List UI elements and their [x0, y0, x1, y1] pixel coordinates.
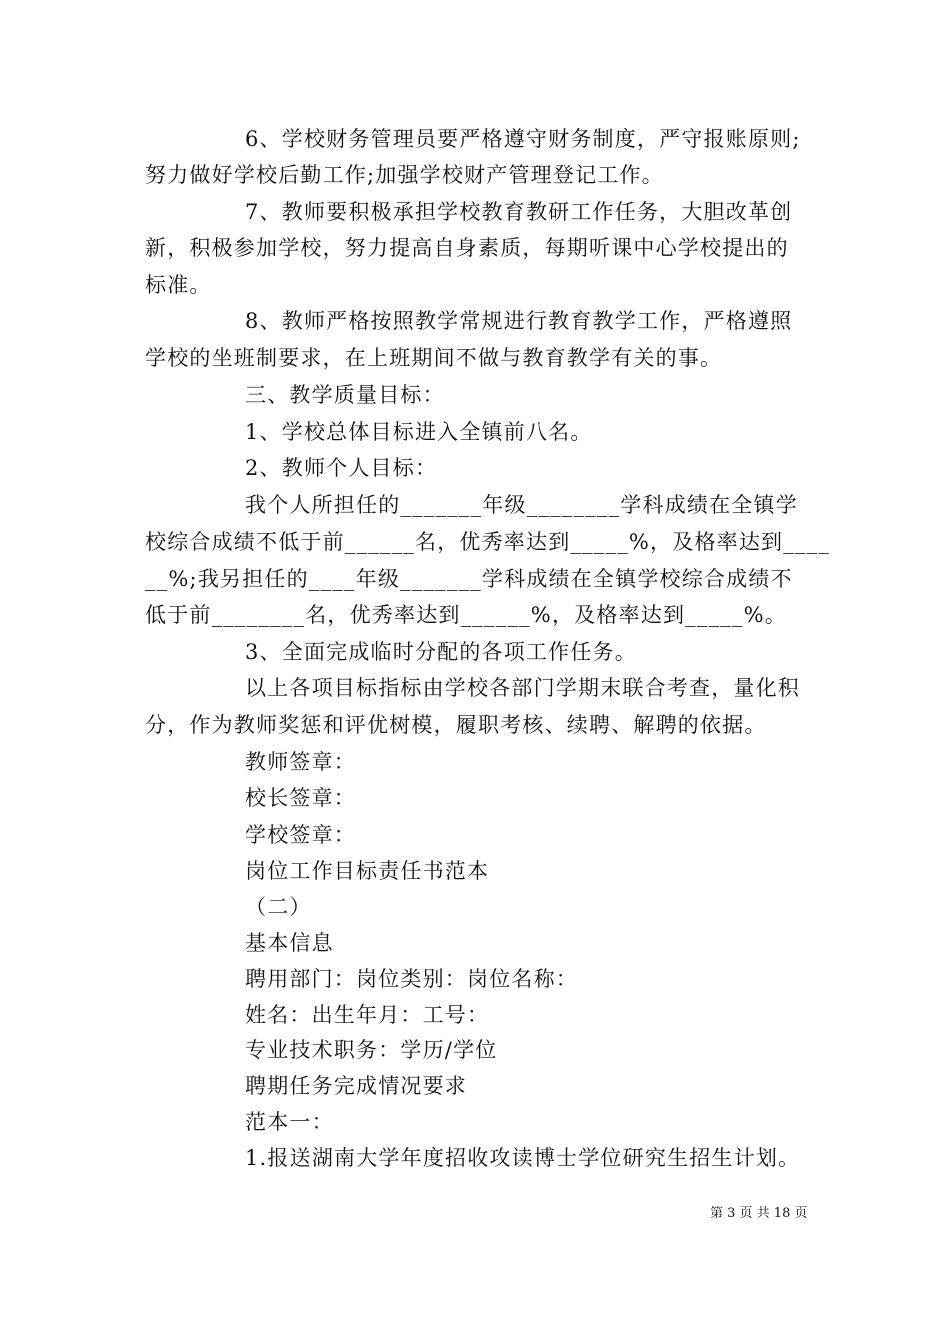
section-number: （二）	[245, 895, 312, 919]
summary-line-2: 分，作为教师奖惩和评优树模，履职考核、续聘、解聘的依据。	[145, 713, 767, 737]
sample-label: 范本一：	[245, 1110, 334, 1134]
para-7-line-3: 标准。	[145, 273, 212, 297]
page-number: 第 3 页 共 18 页	[710, 1206, 808, 1221]
goal-item-2: 2、教师个人目标：	[245, 456, 438, 480]
school-signature: 学校签章：	[245, 823, 356, 847]
requirements-heading: 聘期任务完成情况要求	[245, 1074, 467, 1098]
info-line-1: 聘用部门：岗位类别：岗位名称：	[245, 967, 578, 991]
personal-goal-line-2: 校综合成绩不低于前______名，优秀率达到_____%，及格率达到____	[145, 530, 831, 554]
para-7-line-1: 7、教师要积极承担学校教育教研工作任务，大胆改革创	[245, 200, 793, 224]
personal-goal-line-4: 低于前________名，优秀率达到______%，及格率达到_____%。	[145, 603, 788, 627]
teacher-signature: 教师签章：	[245, 750, 356, 774]
section-title: 岗位工作目标责任书范本	[245, 859, 490, 883]
goal-item-1: 1、学校总体目标进入全镇前八名。	[245, 420, 593, 444]
para-6-line-2: 努力做好学校后勤工作;加强学校财产管理登记工作。	[145, 163, 664, 187]
para-7-line-2: 新，积极参加学校，努力提高自身素质，每期听课中心学校提出的	[145, 236, 789, 260]
sample-item: 1.报送湖南大学年度招收攻读博士学位研究生招生计划。	[245, 1146, 801, 1170]
goal-item-3: 3、全面完成临时分配的各项工作任务。	[245, 640, 637, 664]
info-line-3: 专业技术职务：学历/学位	[245, 1038, 498, 1062]
personal-goal-line-1: 我个人所担任的_______年级________学科成绩在全镇学	[245, 493, 798, 517]
para-8-line-1: 8、教师严格按照教学常规进行教育教学工作，严格遵照	[245, 309, 793, 333]
quality-goal-heading: 三、教学质量目标：	[245, 383, 445, 407]
summary-line-1: 以上各项目标指标由学校各部门学期末联合考查，量化积	[245, 676, 800, 700]
para-8-line-2: 学校的坐班制要求，在上班期间不做与教育教学有关的事。	[145, 346, 723, 370]
personal-goal-line-3: __%;我另担任的____年级_______学科成绩在全镇学校综合成绩不	[145, 567, 793, 591]
para-6-line-1: 6、学校财务管理员要严格遵守财务制度，严守报账原则;	[245, 127, 801, 151]
info-line-2: 姓名：出生年月：工号：	[245, 1003, 490, 1027]
basic-info-heading: 基本信息	[245, 931, 334, 955]
principal-signature: 校长签章：	[245, 786, 356, 810]
